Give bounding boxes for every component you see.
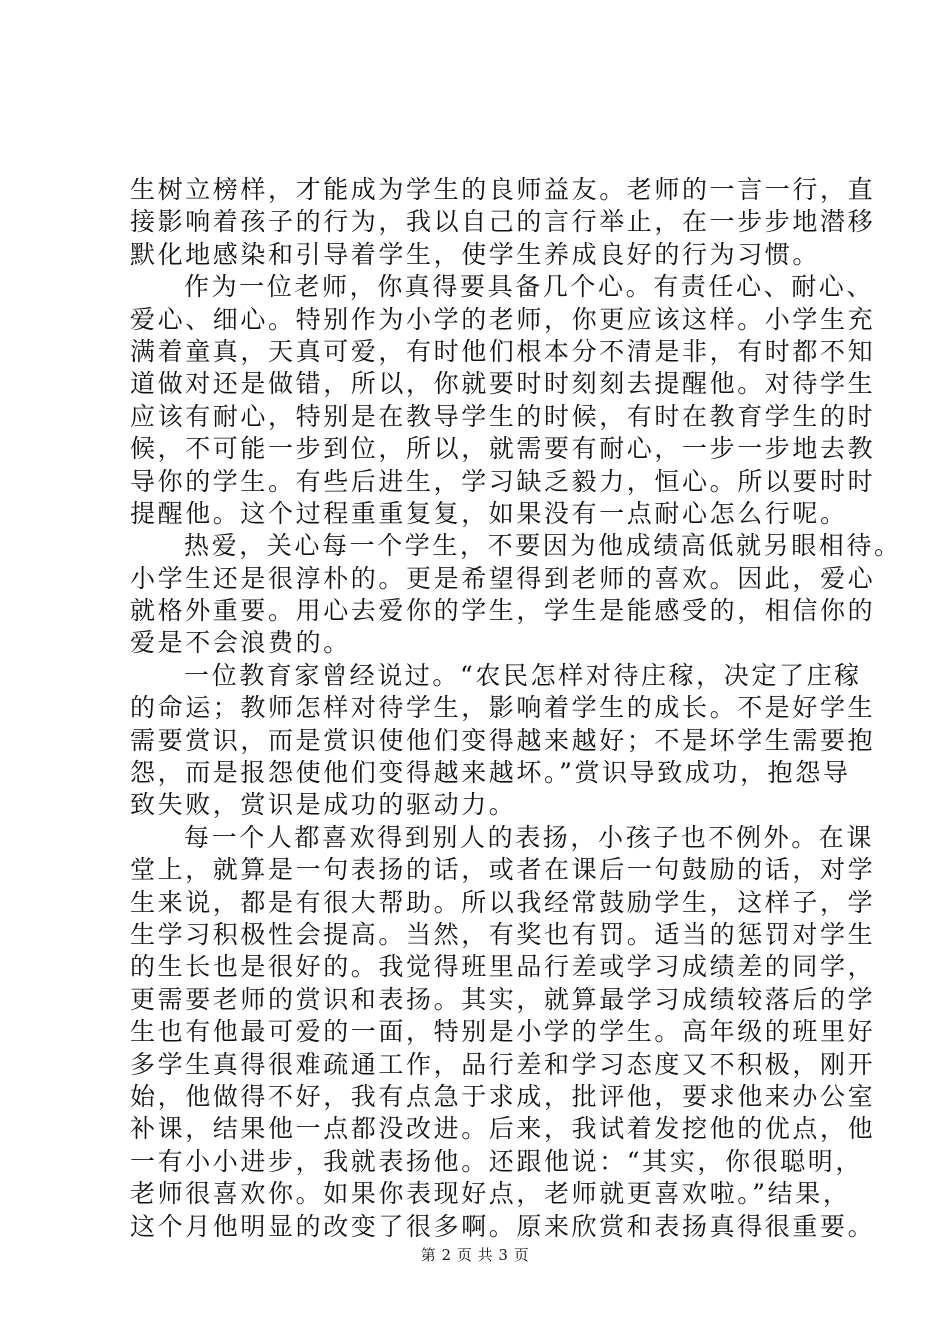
text-line: 爱是不会浪费的。 — [130, 628, 351, 658]
text-line: 堂上，就算是一句表扬的话，或者在课后一句鼓励的话，对学 — [130, 855, 876, 885]
paragraph-first-line: 一位教育家曾经说过。“农民怎样对待庄稼，决定了庄稼 — [184, 660, 862, 690]
text-line: 的生长也是很好的。我觉得班里品行差或学习成绩差的同学， — [130, 952, 876, 982]
text-line: 这个月他明显的改变了很多啊。原来欣赏和表扬真得很重要。 — [130, 1211, 876, 1241]
text-line: 导你的学生。有些后进生，学习缺乏毅力，恒心。所以要时时 — [130, 466, 876, 496]
text-line: 提醒他。这个过程重重复复，如果没有一点耐心怎么行呢。 — [130, 498, 848, 528]
text-line: 满着童真，天真可爱，有时他们根本分不清是非，有时都不知 — [130, 336, 876, 366]
text-line: 一有小小进步，我就表扬他。还跟他说：“其实，你很聪明， — [130, 1146, 863, 1176]
page-number-label: 第 2 页 共 3 页 — [420, 1246, 530, 1264]
text-line: 需要赏识，而是赏识使他们变得越来越好；不是坏学生需要抱 — [130, 725, 876, 755]
text-line: 补课，结果他一点都没改进。后来，我试着发挖他的优点，他 — [130, 1114, 876, 1144]
text-line: 多学生真得很难疏通工作，品行差和学习态度又不积极，刚开 — [130, 1049, 876, 1079]
text-line: 更需要老师的赏识和表扬。其实，就算最学习成绩较落后的学 — [130, 984, 876, 1014]
text-line: 小学生还是很淳朴的。更是希望得到老师的喜欢。因此，爱心 — [130, 563, 876, 593]
text-line: 候，不可能一步到位，所以，就需要有耐心，一步一步地去教 — [130, 434, 876, 464]
text-line: 生来说，都是有很大帮助。所以我经常鼓励学生，这样子，学 — [130, 887, 876, 917]
text-line: 应该有耐心，特别是在教导学生的时候，有时在教育学生的时 — [130, 401, 876, 431]
text-line: 接影响着孩子的行为，我以自己的言行举止，在一步步地潜移 — [130, 207, 876, 237]
text-line: 生树立榜样，才能成为学生的良师益友。老师的一言一行，直 — [130, 175, 876, 204]
text-line: 生学习积极性会提高。当然，有奖也有罚。适当的惩罚对学生 — [130, 919, 876, 949]
paragraph-first-line: 热爱，关心每一个学生，不要因为他成绩高低就另眼相待。 — [184, 531, 902, 561]
text-line: 的命运；教师怎样对待学生，影响着学生的成长。不是好学生 — [130, 693, 876, 723]
text-line: 爱心、细心。特别作为小学的老师，你更应该这样。小学生充 — [130, 304, 876, 334]
paragraph-first-line: 每一个人都喜欢得到别人的表扬，小孩子也不例外。在课 — [184, 822, 875, 852]
page-footer — [0, 1245, 950, 1265]
text-line: 生也有他最可爱的一面，特别是小学的学生。高年级的班里好 — [130, 1017, 876, 1047]
document-body — [130, 174, 902, 1243]
paragraph-first-line: 作为一位老师，你真得要具备几个心。有责任心、耐心、 — [184, 272, 875, 302]
text-line: 致失败，赏识是成功的驱动力。 — [130, 790, 517, 820]
text-line: 就格外重要。用心去爱你的学生，学生是能感受的，相信你的 — [130, 596, 876, 626]
text-line: 默化地感染和引导着学生，使学生养成良好的行为习惯。 — [130, 239, 821, 269]
text-line: 怨，而是报怨使他们变得越来越坏。”赏识导致成功，抱怨导 — [130, 758, 851, 788]
text-line: 道做对还是做错，所以，你就要时时刻刻去提醒他。对待学生 — [130, 369, 876, 399]
text-line: 始，他做得不好，我有点急于求成，批评他，要求他来办公室 — [130, 1081, 876, 1111]
text-line: 老师很喜欢你。如果你表现好点，老师就更喜欢啦。”结果， — [130, 1179, 851, 1209]
